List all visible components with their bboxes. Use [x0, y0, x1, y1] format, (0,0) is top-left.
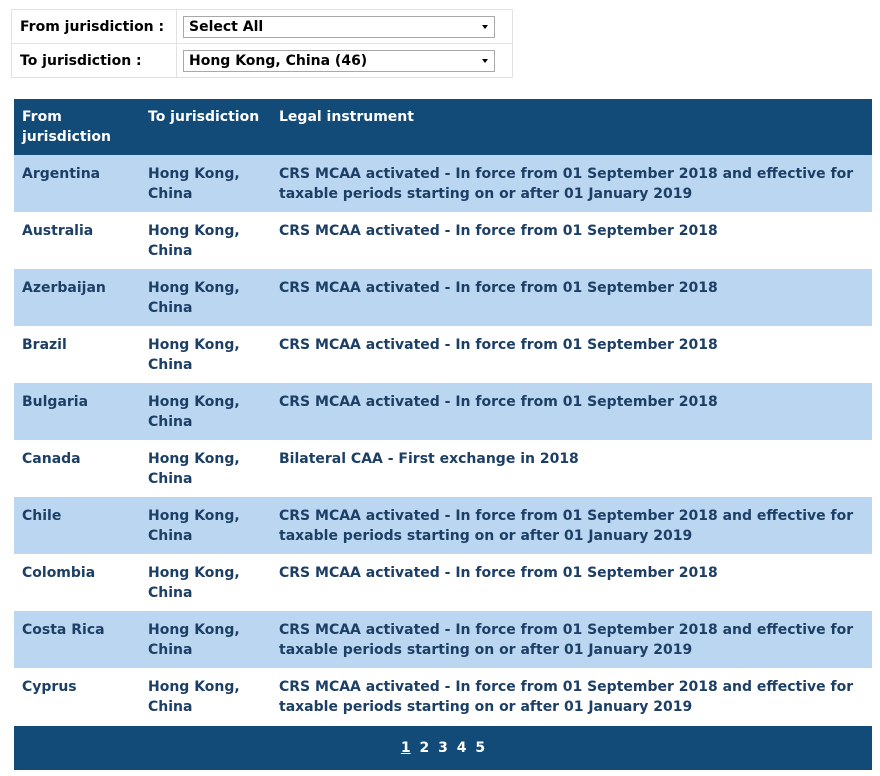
filter-panel [11, 9, 513, 78]
legal-instrument-cell: CRS MCAA activated - In force from 01 September 2018 and effective for taxable periods starting on or after 01 January 2019 [279, 166, 854, 202]
from-jurisdiction-label: From jurisdiction : [12, 10, 177, 44]
to-jurisdiction-label: To jurisdiction : [12, 44, 177, 78]
table-row [14, 269, 872, 326]
pagination-bar [14, 726, 872, 770]
from-jurisdiction-value: Select All [189, 18, 264, 35]
table-row [14, 383, 872, 440]
table-row [14, 440, 872, 497]
legal-instrument-cell: CRS MCAA activated - In force from 01 September 2018 and effective for taxable periods starting on or after 01 January 2019 [279, 679, 854, 715]
to-filter-row [12, 44, 513, 78]
legal-instrument-cell: CRS MCAA activated - In force from 01 September 2018 [279, 337, 718, 353]
legal-instrument-cell: Bilateral CAA - First exchange in 2018 [279, 451, 579, 467]
to-jurisdiction-cell: Hong Kong, China [148, 337, 240, 373]
from-jurisdiction-link[interactable]: Brazil [22, 337, 67, 353]
from-jurisdiction-link[interactable]: Australia [22, 223, 94, 239]
to-jurisdiction-value: Hong Kong, China (46) [189, 52, 368, 69]
table-header-row [14, 99, 872, 155]
legal-instrument-cell: CRS MCAA activated - In force from 01 September 2018 and effective for taxable periods starting on or after 01 January 2019 [279, 508, 854, 544]
to-jurisdiction-cell: Hong Kong, China [148, 166, 240, 202]
from-jurisdiction-link[interactable]: Argentina [22, 166, 101, 182]
to-jurisdiction-cell: Hong Kong, China [148, 451, 240, 487]
from-jurisdiction-link[interactable]: Colombia [22, 565, 96, 581]
table-row [14, 497, 872, 554]
table-row [14, 611, 872, 668]
column-header-from: From jurisdiction [14, 99, 140, 155]
page-link-4[interactable]: 4 [456, 740, 467, 756]
to-jurisdiction-cell: Hong Kong, China [148, 280, 240, 316]
from-jurisdiction-select[interactable] [183, 16, 495, 38]
to-jurisdiction-select[interactable] [183, 50, 495, 72]
page-link-2[interactable]: 2 [419, 740, 430, 756]
dropdown-arrow-icon [482, 59, 488, 63]
legal-instrument-cell: CRS MCAA activated - In force from 01 September 2018 [279, 280, 718, 296]
dropdown-arrow-icon [482, 25, 488, 29]
from-jurisdiction-link[interactable]: Chile [22, 508, 62, 524]
to-jurisdiction-cell: Hong Kong, China [148, 565, 240, 601]
from-jurisdiction-link[interactable]: Canada [22, 451, 81, 467]
column-header-instrument: Legal instrument [271, 99, 872, 155]
from-filter-row [12, 10, 513, 44]
page-link-5[interactable]: 5 [475, 740, 486, 756]
table-row [14, 554, 872, 611]
page-link-1[interactable]: 1 [400, 740, 411, 756]
column-header-to: To jurisdiction [140, 99, 271, 155]
legal-instrument-cell: CRS MCAA activated - In force from 01 September 2018 [279, 565, 718, 581]
table-row [14, 155, 872, 212]
legal-instrument-cell: CRS MCAA activated - In force from 01 September 2018 and effective for taxable periods starting on or after 01 January 2019 [279, 622, 854, 658]
table-row [14, 326, 872, 383]
to-jurisdiction-cell: Hong Kong, China [148, 223, 240, 259]
page-link-3[interactable]: 3 [438, 740, 448, 756]
legal-instrument-cell: CRS MCAA activated - In force from 01 September 2018 [279, 394, 718, 410]
to-jurisdiction-cell: Hong Kong, China [148, 394, 240, 430]
legal-instrument-cell: CRS MCAA activated - In force from 01 September 2018 [279, 223, 718, 239]
to-jurisdiction-cell: Hong Kong, China [148, 622, 240, 658]
from-jurisdiction-link[interactable]: Bulgaria [22, 394, 89, 410]
from-jurisdiction-link[interactable]: Azerbaijan [22, 280, 106, 296]
from-jurisdiction-link[interactable]: Cyprus [22, 679, 77, 695]
table-row [14, 668, 872, 725]
table-row [14, 212, 872, 269]
from-jurisdiction-link[interactable]: Costa Rica [22, 622, 105, 638]
exchange-relationships-table [14, 99, 872, 725]
table-body [14, 155, 872, 725]
to-jurisdiction-cell: Hong Kong, China [148, 679, 240, 715]
to-jurisdiction-cell: Hong Kong, China [148, 508, 240, 544]
